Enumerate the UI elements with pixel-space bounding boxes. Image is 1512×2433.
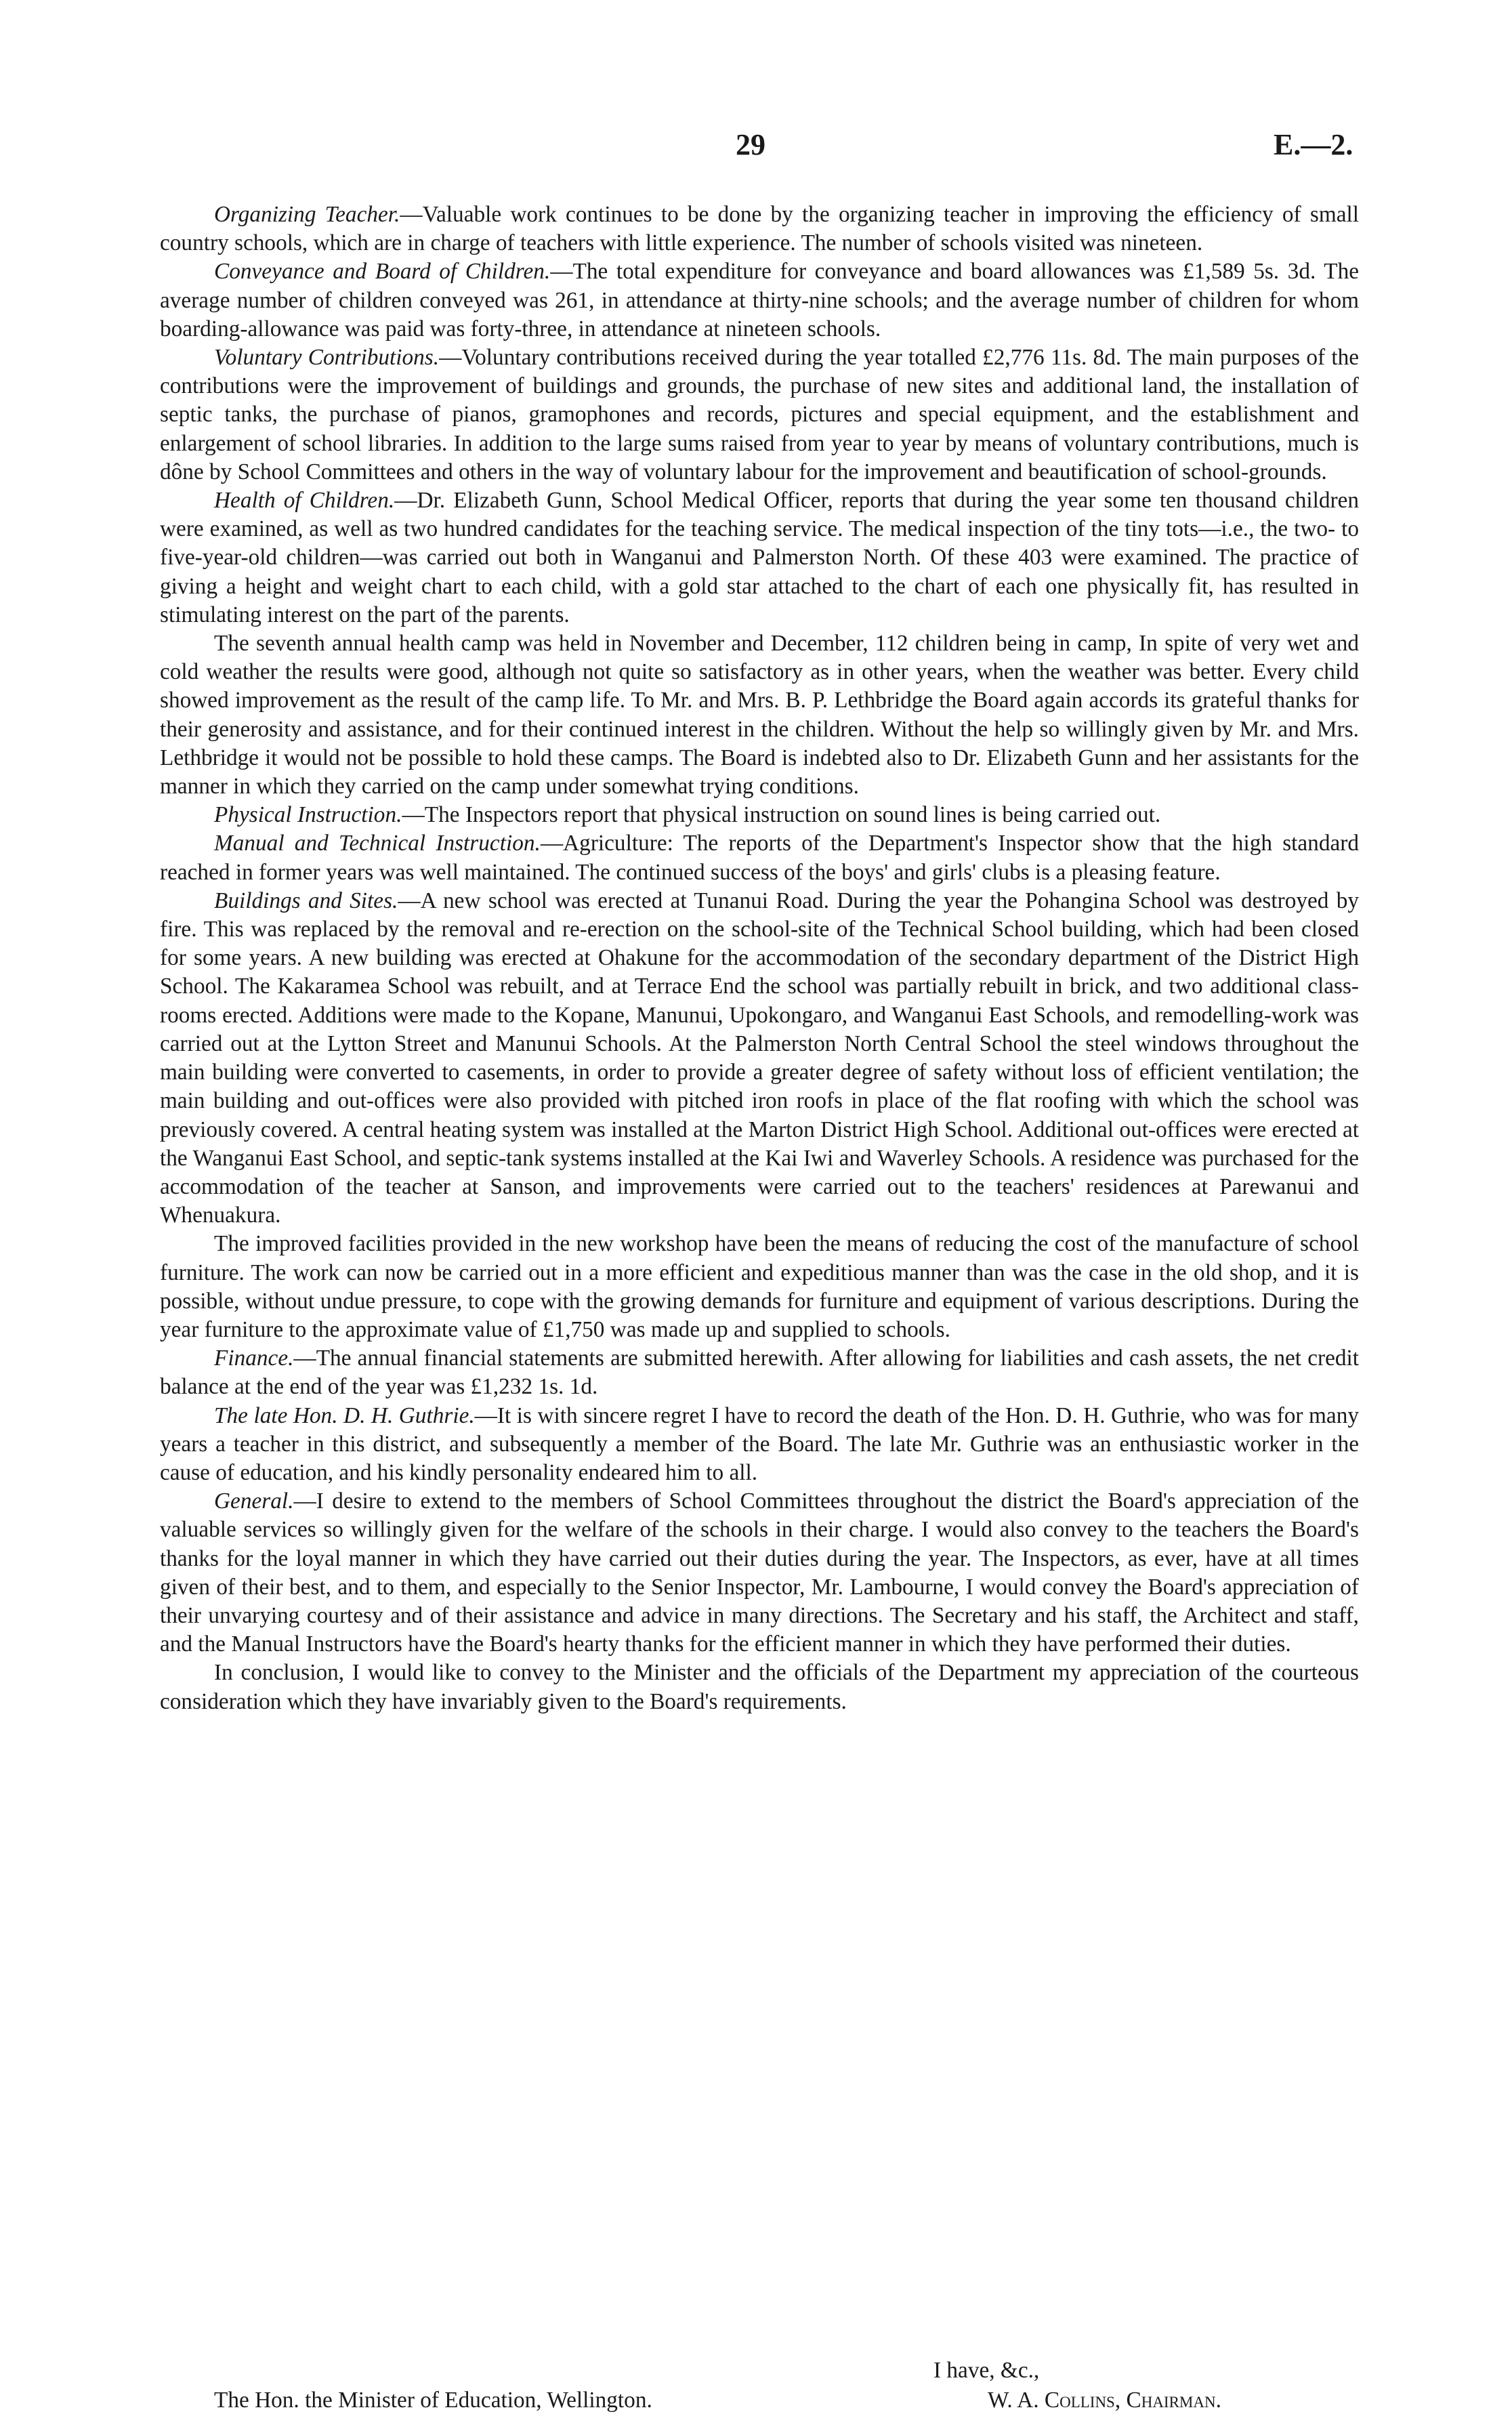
paragraph-text: The improved facilities provided in the new workshop have been the means of reducing the cost of the manufacture of school furniture. The work can now be carried out in a more efficient and expeditious manner than was the case in the old shop, and it is possible, without undue pressure, to cope with the growing demands for furniture and equipment of various descriptions. During the year furniture to the approximate value of £1,750 was made up and supplied to schools. — [160, 1231, 1359, 1342]
paragraph-buildings-and-sites — [160, 887, 1359, 1230]
paragraph-heading: Physical Instruction. — [214, 802, 402, 828]
paragraph-conveyance — [160, 257, 1359, 344]
salutation: I have, &c., — [933, 2358, 1040, 2383]
paragraph-workshop — [160, 1230, 1359, 1344]
paragraph-guthrie — [160, 1402, 1359, 1488]
paragraph-physical-instruction — [160, 801, 1359, 829]
paragraph-text: —A new school was erected at Tunanui Road. During the year the Pohangina School was destroyed by fire. This was replaced by the removal and re-erection on the school-site of the Technical School building, which had been closed for some years. A new building was erected at Ohakune for the accommodation of the secondary department of the District High School. The Kakaramea School was rebuilt, and at Terrace End the school was partially rebuilt in brick, and two additional class-rooms erected. Additions were made to the Kopane, Manunui, Upokongaro, and Wanganui East Schools, and remodelling-work was carried out at the Lytton Street and Manunui Schools. At the Palmerston North Central School the steel windows throughout the main building were converted to casements, in order to provide a greater degree of safety without loss of efficient ventilation; the main building and out-offices were also provided with pitched iron roofs in place of the flat roofing with which the school was previously covered. A central heating system was installed at the Marton District High School. Additional out-offices were erected at the Wanganui East School, and septic-tank systems installed at the Kai Iwi and Waverley Schools. A residence was purchased for the accommodation of the teacher at Sanson, and improvements were carried out to the teachers' residences at Parewanui and Whenuakura. — [160, 888, 1359, 1228]
paragraph-text: —Dr. Elizabeth Gunn, School Medical Officer, reports that during the year some ten thousand children were examined, as well as two hundred candidates for the teaching service. The medical inspection of the tiny tots—i.e., the two- to five-year-old children—was carried out both in Wanganui and Palmerston North. Of these 403 were examined. The practice of giving a height and weight chart to each child, with a gold star attached to the chart of each one physically fit, has resulted in stimulating interest on the part of the parents. — [160, 488, 1360, 627]
signatory: W. A. Collins, Chairman. — [988, 2388, 1221, 2413]
paragraph-text: —Agriculture: The reports of the Department's Inspector show that the high standard reached in former years was well maintained. The continued success of the boys' and girls' clubs is a pleasing feature. — [160, 831, 1359, 885]
paragraph-text: In conclusion, I would like to convey to the Minister and the officials of the Department my appreciation of the courteous consideration which they have invariably given to the Board's requirements. — [160, 1660, 1359, 1714]
page-number: 29 — [736, 128, 765, 161]
paragraph-organizing-teacher — [160, 201, 1359, 257]
paragraph-heading: Conveyance and Board of Children. — [214, 259, 551, 285]
paragraph-heading: Manual and Technical Instruction. — [214, 831, 541, 856]
paragraph-health-camp — [160, 629, 1359, 801]
paragraph-conclusion — [160, 1659, 1359, 1715]
paragraph-heading: Buildings and Sites. — [214, 888, 398, 913]
paragraph-heading: Finance. — [214, 1346, 294, 1371]
paragraph-text: —I desire to extend to the members of School Committees throughout the district the Board's appreciation of the valuable services so willingly given for the welfare of the schools in their charge. I would also convey to the teachers the Board's thanks for the loyal manner in which they have carried out their duties during the year. The Inspectors, as ever, have at all times given of their best, and to them, and especially to the Senior Inspector, Mr. Lambourne, I would convey the Board's appreciation of their unvarying courtesy and of their assistance and advice in many directions. The Secretary and his staff, the Architect and staff, and the Manual Instructors have the Board's hearty thanks for the efficient manner in which they have performed their duties. — [160, 1489, 1359, 1657]
paragraph-health-of-children — [160, 486, 1359, 629]
paragraph-text: —The annual financial statements are submitted herewith. After allowing for liabilities and cash assets, the net credit balance at the end of the year was £1,232 1s. 1d. — [160, 1346, 1359, 1400]
paragraph-text: —Valuable work continues to be done by the organizing teacher in improving the efficiency of small country schools, which are in charge of teachers with little experience. The number of schools visited was nineteen. — [160, 202, 1359, 256]
document-reference: E.—2. — [1274, 128, 1353, 161]
paragraph-voluntary-contributions — [160, 344, 1359, 486]
paragraph-heading: General. — [214, 1489, 294, 1514]
paragraph-general — [160, 1487, 1359, 1659]
paragraph-heading: Voluntary Contributions. — [214, 345, 440, 371]
paragraph-text: —Voluntary contributions received during the year totalled £2,776 11s. 8d. The main purposes of the contributions were the improvement of buildings and grounds, the purchase of new sites and additional land, the installation of septic tanks, the purchase of pianos, gramophones and records, pictures and special equipment, and the establishment and enlargement of school libraries. In addition to the large sums raised from year to year by means of voluntary contributions, much is dône by School Committees and others in the way of voluntary labour for the improvement and beautification of school-grounds. — [160, 345, 1359, 484]
paragraph-text: The seventh annual health camp was held in November and December, 112 children being in camp, In spite of very wet and cold weather the results were good, although not quite so satisfactory as in other years, when the weather was better. Every child showed improvement as the result of the camp life. To Mr. and Mrs. B. P. Lethbridge the Board again accords its grateful thanks for their generosity and assistance, and for their continued interest in the children. Without the help so willingly given by Mr. and Mrs. Lethbridge it would not be possible to hold these camps. The Board is indebted also to Dr. Elizabeth Gunn and her assistants for the manner in which they carried on the camp under somewhat trying conditions. — [160, 631, 1359, 799]
page-header — [0, 127, 1512, 168]
paragraph-heading: Health of Children. — [214, 488, 395, 514]
paragraph-finance — [160, 1344, 1359, 1401]
addressee: The Hon. the Minister of Education, Wellington. — [214, 2388, 652, 2413]
paragraph-text: —The total expenditure for conveyance and board allowances was £1,589 5s. 3d. The average number of children conveyed was 261, in attendance at thirty-nine schools; and the average number of children for whom boarding-allowance was paid was forty-three, in attendance at nineteen schools. — [160, 259, 1360, 341]
paragraph-text: —It is with sincere regret I have to record the death of the Hon. D. H. Guthrie, who was for many years a teacher in this district, and subsequently a member of the Board. The late Mr. Guthrie was an enthusiastic worker in the cause of education, and his kindly personality endeared him to all. — [160, 1402, 1359, 1485]
report-body — [160, 201, 1359, 1716]
paragraph-text: —The Inspectors report that physical instruction on sound lines is being carried out. — [402, 802, 1161, 828]
paragraph-manual-technical-instruction — [160, 829, 1359, 886]
paragraph-heading: The late Hon. D. H. Guthrie. — [214, 1402, 475, 1428]
paragraph-heading: Organizing Teacher. — [214, 202, 400, 227]
